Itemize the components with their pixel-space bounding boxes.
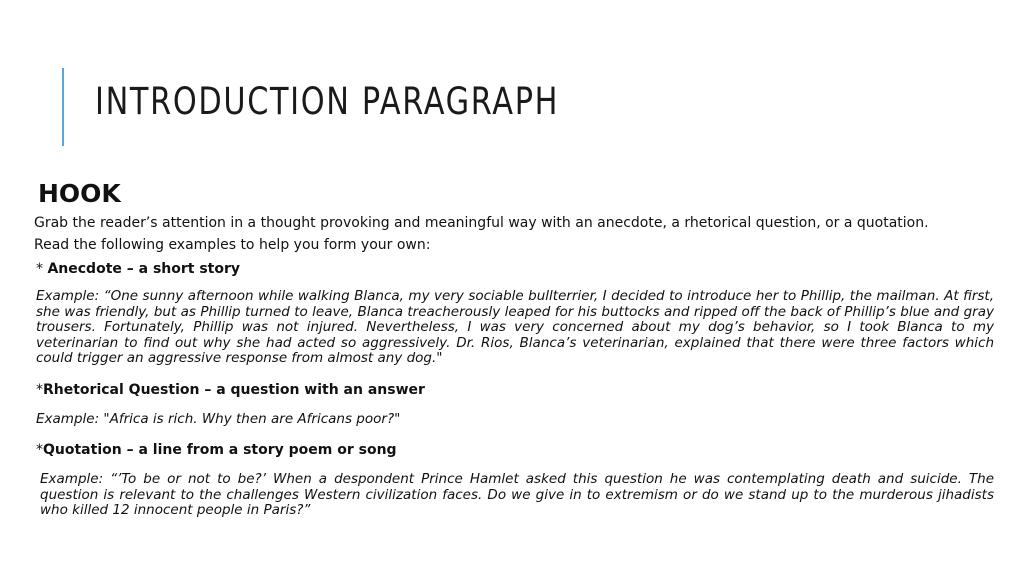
slide-body <box>34 176 994 519</box>
hook-heading: HOOK <box>38 179 121 208</box>
bullet-marker: * <box>36 442 43 458</box>
hook-instruction: Read the following examples to help you form your own: <box>34 237 431 253</box>
bullet-marker: * <box>36 381 43 398</box>
slide-title: INTRODUCTION PARAGRAPH <box>95 80 560 123</box>
anecdote-label: Anecdote – a short story <box>47 261 241 277</box>
anecdote-example: Example: “One sunny afternoon while walking Blanca, my very sociable bullterrier, I decided to introduce her to Phillip, the mailman. At first, she was friendly, but as Phillip turned to leave, Blanca treacherously leaped for his buttocks and ripped off the back of Phillip’s blue and gray trousers. Fortunately, Phillip was not injured. Nevertheless, I was very concerned about my dog’s behavior, so I took Blanca to my veterinarian to find out why she had acted so aggressively. Dr. Rios, Blanca’s veterinarian, explained that there were three factors which could trigger an aggressive response from almost any dog." <box>36 288 994 366</box>
quotation-label: Quotation – a line from a story poem or song <box>43 442 397 458</box>
quotation-bullet <box>36 440 994 460</box>
hook-description: Grab the reader’s attention in a thought provoking and meaningful way with an anecdote, a rhetorical question, or a quotation. <box>34 215 929 231</box>
rhetorical-example: Example: "Africa is rich. Why then are Africans poor?" <box>36 410 401 427</box>
quotation-example: Example: “’To be or not to be?’ When a despondent Prince Hamlet asked this question he was contemplating death and suicide. The question is relevant to the challenges Western civilization faces. Do we give in to extremism or do we stand up to the murderous jihadists who killed 12 innocent people in Paris?” <box>40 471 994 518</box>
bullet-marker: * <box>36 261 48 277</box>
title-accent-line <box>62 68 64 146</box>
anecdote-bullet <box>36 259 994 279</box>
rhetorical-label: Rhetorical Question – a question with an answer <box>43 381 425 398</box>
rhetorical-bullet <box>36 380 994 400</box>
